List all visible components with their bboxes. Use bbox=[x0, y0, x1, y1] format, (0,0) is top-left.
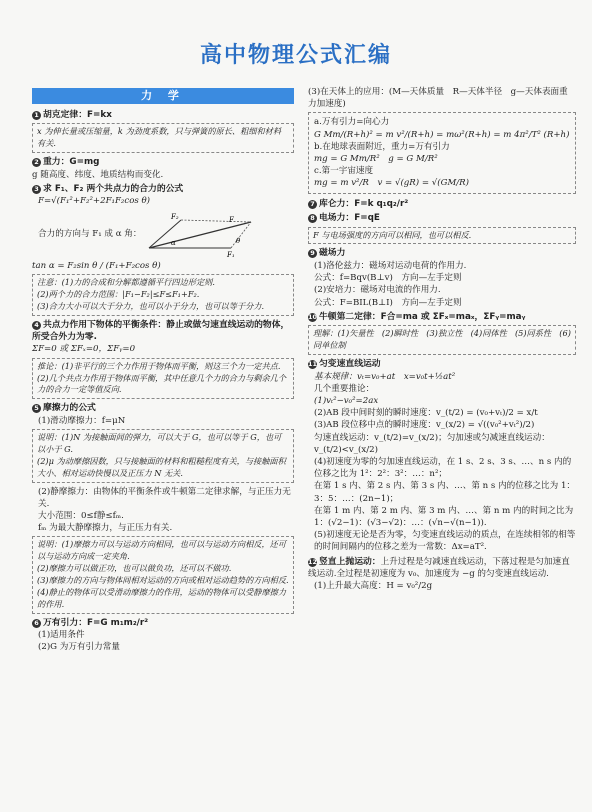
section-coulomb bbox=[308, 198, 576, 210]
note-line: 说明：(1)N 为接触面间的弹力，可以大于 G，也可以等于 G，也可以小于 G. bbox=[37, 432, 282, 454]
section-number: 8 bbox=[308, 214, 317, 223]
text-line: 公式：f=Bqv(B⊥v) 方向—左手定则 bbox=[314, 273, 462, 284]
text-line: 匀速直线运动：v_(t/2)=v_(x/2)；匀加速或匀减速直线运动：v_(t/2)<v_(x/2) bbox=[314, 432, 550, 455]
section-number: 6 bbox=[32, 619, 41, 628]
note-line: 说明：(1)摩擦力可以与运动方向相同，也可以与运动方向相反，还可以与运动方向成一定夹角. bbox=[37, 539, 287, 562]
text-line: (3)AB 段位移中点的瞬时速度：v_(x/2) = √((v₀²+vₜ²)/2) bbox=[314, 420, 535, 431]
text-line: 公式：F=BIL(B⊥I) 方向—左手定则 bbox=[314, 297, 462, 308]
label-f: F bbox=[229, 215, 235, 224]
label-theta: θ bbox=[236, 236, 241, 245]
text-line: 几个重要推论： bbox=[314, 383, 375, 394]
section-gravity bbox=[32, 156, 294, 181]
formula-line: b.在地球表面附近，重力=万有引力 bbox=[314, 141, 450, 152]
note-box: F 与电场强度的方向可以相同，也可以相反. bbox=[308, 227, 576, 245]
formula-line: mg = m v²/R v = √(gR) = √(GM/R) bbox=[314, 178, 470, 189]
text-line: (1)洛伦兹力：磁场对运动电荷的作用力. bbox=[314, 260, 467, 271]
note-box bbox=[32, 358, 294, 400]
section-vertical-throw bbox=[308, 556, 576, 593]
text-line: (1)上升最大高度：H = v₀²/2g bbox=[314, 581, 433, 592]
note-box bbox=[32, 429, 294, 483]
section-heading: 胡克定律：F=kx bbox=[43, 110, 112, 120]
label-f1: F₁ bbox=[227, 250, 236, 258]
note-box bbox=[32, 274, 294, 316]
section-heading: 重力：G=mg bbox=[43, 157, 100, 168]
section-heading: 电场力：F=qE bbox=[319, 213, 380, 224]
section-newton-second-law bbox=[308, 311, 576, 355]
note-box: 理解：(1)矢量性 (2)瞬时性 (3)独立性 (4)同体性 (5)同系性 (6)同单位制 bbox=[308, 325, 576, 355]
section-number: 12 bbox=[308, 557, 318, 566]
parallel-line bbox=[181, 220, 251, 222]
section-heading: 万有引力：F=G m₁m₂/r² bbox=[43, 617, 149, 628]
text-line: g 随高度、纬度、地质结构而变化. bbox=[32, 169, 164, 180]
note-line: (3)摩擦力的方向与物体间相对运动的方向或相对运动趋势的方向相反. bbox=[37, 575, 289, 586]
text-line: (2)G 为万有引力常量 bbox=[38, 642, 120, 653]
formula-line: tan α = F₂sin θ / (F₁+F₂cos θ) bbox=[32, 260, 161, 271]
section-heading: 磁场力 bbox=[319, 248, 346, 259]
section-number: 4 bbox=[32, 321, 41, 330]
text-line: (2)静摩擦力：由物体的平衡条件或牛顿第二定律求解，与正压力无关. bbox=[38, 486, 291, 509]
right-column bbox=[308, 86, 576, 594]
text-line: (1)vₜ²−v₀²=2ax bbox=[314, 395, 379, 406]
section-heading: 匀变速直线运动 bbox=[319, 359, 381, 370]
note-line: (4)静止的物体可以受滑动摩擦力的作用，运动的物体可以受静摩擦力的作用. bbox=[37, 586, 287, 609]
note-line: (3)合力大小可以大于分力，也可以小于分力，也可以等于分力. bbox=[37, 300, 265, 311]
note-line: (2)两个力的合力范围：|F₁−F₂|≤F≤F₁+F₂. bbox=[37, 288, 200, 299]
section-number: 2 bbox=[32, 158, 41, 167]
text-line: 在第 1 m 内、第 2 m 内、第 3 m 内、…、第 n m 内的时间之比为 1：(√2−1)：(√3−√2)：…：(√n−√(n−1)). bbox=[314, 505, 574, 528]
parallelogram-diagram bbox=[141, 210, 261, 258]
page-title: 高中物理公式汇编 bbox=[199, 43, 392, 68]
text-line: (1)适用条件 bbox=[38, 630, 85, 641]
section-electric-force bbox=[308, 212, 576, 244]
note-line: (2)摩擦力可以做正功，也可以做负功，还可以不做功. bbox=[37, 563, 232, 574]
text-line: 上升过程是匀减速直线运动，下落过程是匀加速直线运动.全过程是初速度为 v₀、加速度为 −g 的匀变速直线运动. bbox=[308, 556, 570, 580]
section-friction bbox=[32, 402, 294, 613]
section-number: 7 bbox=[308, 200, 317, 209]
formula-line: G Mm/(R+h)² = m v²/(R+h) = mω²(R+h) = m 4π²/T² (R+h) bbox=[314, 129, 570, 140]
note-box: x 为伸长量或压缩量，k 为劲度系数，只与弹簧的原长、粗细和材料有关. bbox=[32, 123, 294, 153]
section-heading: 求 F₁、F₂ 两个共点力的合力的公式 bbox=[43, 183, 184, 194]
text-line: (4)初速度为零的匀加速直线运动，在 1 s、2 s、3 s、…、n s 内的位移之比为 1²：2²：3²：…：n²； bbox=[314, 456, 572, 480]
label-f2: F₂ bbox=[171, 212, 180, 221]
text-line: (2)安培力：磁场对电流的作用力. bbox=[314, 285, 441, 296]
section-uniform-acceleration bbox=[308, 358, 576, 554]
formula-line: a.万有引力=向心力 bbox=[314, 117, 390, 128]
text-line: 大小范围：0≤f静≤fₘ. bbox=[38, 511, 124, 522]
note-box bbox=[32, 536, 294, 613]
section-number: 1 bbox=[32, 111, 41, 120]
section-number: 9 bbox=[308, 249, 317, 258]
formula-box bbox=[308, 112, 576, 193]
text-line: (2)AB 段中间时刻的瞬时速度：v_(t/2) = (v₀+vₜ)/2 = x/t bbox=[314, 408, 538, 419]
text-line: (3)在天体上的应用：(M—天体质量 R—天体半径 g—天体表面重力加速度) bbox=[308, 87, 568, 110]
text-line: 在第 1 s 内、第 2 s 内、第 3 s 内、…、第 n s 内的位移之比为 1：3：5：…：(2n−1)； bbox=[314, 481, 576, 504]
section-number: 11 bbox=[308, 360, 318, 369]
formula-line: c.第一宇宙速度 bbox=[314, 166, 374, 177]
section-gravitation bbox=[32, 617, 294, 654]
section-number: 3 bbox=[32, 185, 41, 194]
text-line: 基本规律：vₜ=v₀+at x=v₀t+½at² bbox=[314, 371, 456, 382]
note-line: 推论：(1)非平行的三个力作用于物体而平衡，则这三个力一定共点. bbox=[37, 360, 281, 371]
formula-line: mg = G Mm/R² g = G M/R² bbox=[314, 154, 438, 165]
section-number: 10 bbox=[308, 312, 318, 321]
section-heading: 竖直上抛运动： bbox=[319, 556, 381, 567]
section-heading: 库仑力：F=k q₁q₂/r² bbox=[319, 198, 409, 209]
section-heading: 摩擦力的公式 bbox=[43, 403, 96, 414]
section-heading: 共点力作用下物体的平衡条件：静止或做匀速直线运动的物体，所受合外力为零. bbox=[32, 319, 290, 342]
left-column bbox=[32, 88, 294, 656]
force-diagram bbox=[32, 210, 294, 258]
formula-line: ΣF=0 或 ΣFₓ=0，ΣFᵧ=0 bbox=[32, 344, 136, 355]
section-hooke bbox=[32, 109, 294, 153]
note-line: (2)几个共点力作用于物体而平衡，其中任意几个力的合力与剩余几个力的合力一定等值反向. bbox=[37, 372, 287, 395]
text-line: fₘ 为最大静摩擦力，与正压力有关. bbox=[38, 523, 173, 534]
section-number: 5 bbox=[32, 404, 41, 413]
section-magnetic-force bbox=[308, 247, 576, 308]
section-equilibrium bbox=[32, 319, 294, 400]
formula-line: F=√(F₁²+F₂²+2F₁F₂cos θ) bbox=[38, 196, 151, 207]
label-alpha: α bbox=[171, 238, 177, 247]
section-resultant-force bbox=[32, 183, 294, 316]
note-line: 注意：(1)力的合成和分解都遵循平行四边形定则. bbox=[37, 276, 215, 287]
section-heading: 牛顿第二定律：F合=ma 或 ΣFₓ=maₓ，ΣFᵧ=maᵧ bbox=[319, 311, 526, 322]
section-banner-mechanics: 力 学 bbox=[32, 88, 294, 104]
note-line: (2)μ 为动摩擦因数，只与接触面的材料和粗糙程度有关，与接触面积大小、相对运动快慢以及正压力 N 无关. bbox=[37, 455, 286, 478]
text-line: (1)滑动摩擦力：f=μN bbox=[38, 415, 126, 426]
text-line: (5)初速度无论是否为零，匀变速直线运动的质点，在连续相邻的相等的时间间隔内的位移之差为一常数：Δx=aT². bbox=[314, 530, 576, 553]
text-line: 合力的方向与 F₁ 成 α 角： bbox=[38, 228, 142, 239]
